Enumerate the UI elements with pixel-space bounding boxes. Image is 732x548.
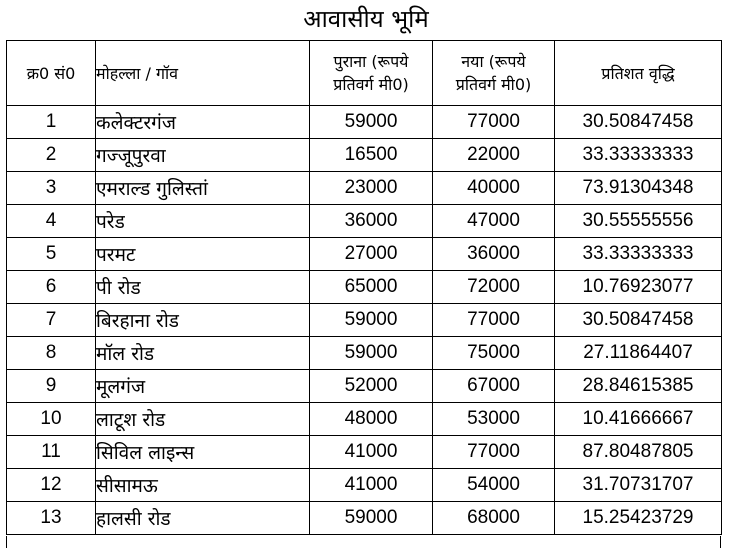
header-sno: क्र0 सं0	[7, 41, 96, 106]
cell-old-rate: 48000	[310, 403, 433, 436]
cell-new-rate: 67000	[433, 370, 555, 403]
cell-growth: 33.33333333	[555, 139, 722, 172]
cell-sno: 5	[7, 238, 96, 271]
cell-locality: बिरहाना रोड	[96, 304, 310, 337]
cell-new-rate: 54000	[433, 469, 555, 502]
cell-old-rate: 59000	[310, 337, 433, 370]
header-old-rate	[310, 41, 433, 106]
cell-locality: सीसामऊ	[96, 469, 310, 502]
cell-growth: 73.91304348	[555, 172, 722, 205]
cell-old-rate: 59000	[310, 106, 433, 139]
table-continuation	[6, 536, 721, 548]
table-row	[7, 436, 722, 469]
cell-old-rate: 23000	[310, 172, 433, 205]
cell-locality: सिविल लाइन्स	[96, 436, 310, 469]
table-row	[7, 469, 722, 502]
cell-new-rate: 77000	[433, 436, 555, 469]
header-new-rate	[433, 41, 555, 106]
header-new-rate-line2: प्रतिवर्ग मी0)	[455, 75, 532, 94]
cell-growth: 10.76923077	[555, 271, 722, 304]
cell-locality: पी रोड	[96, 271, 310, 304]
table-row	[7, 271, 722, 304]
cell-growth: 30.55555556	[555, 205, 722, 238]
cell-new-rate: 47000	[433, 205, 555, 238]
cell-new-rate: 72000	[433, 271, 555, 304]
cell-locality: परेड	[96, 205, 310, 238]
header-growth: प्रतिशत वृद्धि	[555, 41, 722, 106]
cell-locality: परमट	[96, 238, 310, 271]
cell-new-rate: 40000	[433, 172, 555, 205]
cell-locality: मॉल रोड	[96, 337, 310, 370]
cell-growth: 30.50847458	[555, 106, 722, 139]
cell-locality: कलेक्टरगंज	[96, 106, 310, 139]
cell-sno: 6	[7, 271, 96, 304]
cell-sno: 13	[7, 502, 96, 535]
cell-growth: 33.33333333	[555, 238, 722, 271]
table-row	[7, 337, 722, 370]
cell-growth: 27.11864407	[555, 337, 722, 370]
table-row	[7, 304, 722, 337]
cell-locality: एमराल्ड गुलिस्तां	[96, 172, 310, 205]
cell-new-rate: 53000	[433, 403, 555, 436]
cell-sno: 1	[7, 106, 96, 139]
page-title: आवासीय भूमि	[303, 5, 429, 33]
cell-new-rate: 77000	[433, 106, 555, 139]
header-old-rate-line1: पुराना (रूपये	[333, 52, 409, 71]
table-header-row	[7, 41, 722, 106]
cell-growth: 15.25423729	[555, 502, 722, 535]
cell-sno: 3	[7, 172, 96, 205]
cell-old-rate: 41000	[310, 436, 433, 469]
table-row	[7, 172, 722, 205]
cell-old-rate: 16500	[310, 139, 433, 172]
cell-new-rate: 77000	[433, 304, 555, 337]
cell-growth: 87.80487805	[555, 436, 722, 469]
cell-old-rate: 36000	[310, 205, 433, 238]
cell-locality: हालसी रोड	[96, 502, 310, 535]
table-row	[7, 238, 722, 271]
cell-sno: 9	[7, 370, 96, 403]
cell-sno: 10	[7, 403, 96, 436]
header-locality: मोहल्ला / गॉव	[96, 41, 310, 106]
header-new-rate-line1: नया (रूपये	[461, 52, 526, 71]
cell-sno: 11	[7, 436, 96, 469]
table-row	[7, 139, 722, 172]
cell-growth: 10.41666667	[555, 403, 722, 436]
cell-growth: 28.84615385	[555, 370, 722, 403]
cell-old-rate: 52000	[310, 370, 433, 403]
cell-new-rate: 36000	[433, 238, 555, 271]
cell-old-rate: 41000	[310, 469, 433, 502]
cell-new-rate: 75000	[433, 337, 555, 370]
table-row	[7, 106, 722, 139]
cell-locality: गज्जूपुरवा	[96, 139, 310, 172]
header-old-rate-line2: प्रतिवर्ग मी0)	[333, 75, 409, 94]
cell-sno: 7	[7, 304, 96, 337]
cell-locality: मूलगंज	[96, 370, 310, 403]
cell-old-rate: 59000	[310, 502, 433, 535]
cell-new-rate: 22000	[433, 139, 555, 172]
cell-old-rate: 27000	[310, 238, 433, 271]
cell-sno: 8	[7, 337, 96, 370]
cell-sno: 2	[7, 139, 96, 172]
cell-sno: 12	[7, 469, 96, 502]
table-row	[7, 502, 722, 535]
table-row	[7, 403, 722, 436]
table-row	[7, 370, 722, 403]
cell-old-rate: 65000	[310, 271, 433, 304]
table-row	[7, 205, 722, 238]
cell-old-rate: 59000	[310, 304, 433, 337]
cell-sno: 4	[7, 205, 96, 238]
rates-table	[6, 40, 722, 535]
cell-new-rate: 68000	[433, 502, 555, 535]
cell-growth: 30.50847458	[555, 304, 722, 337]
cell-locality: लाटूश रोड	[96, 403, 310, 436]
cell-growth: 31.70731707	[555, 469, 722, 502]
